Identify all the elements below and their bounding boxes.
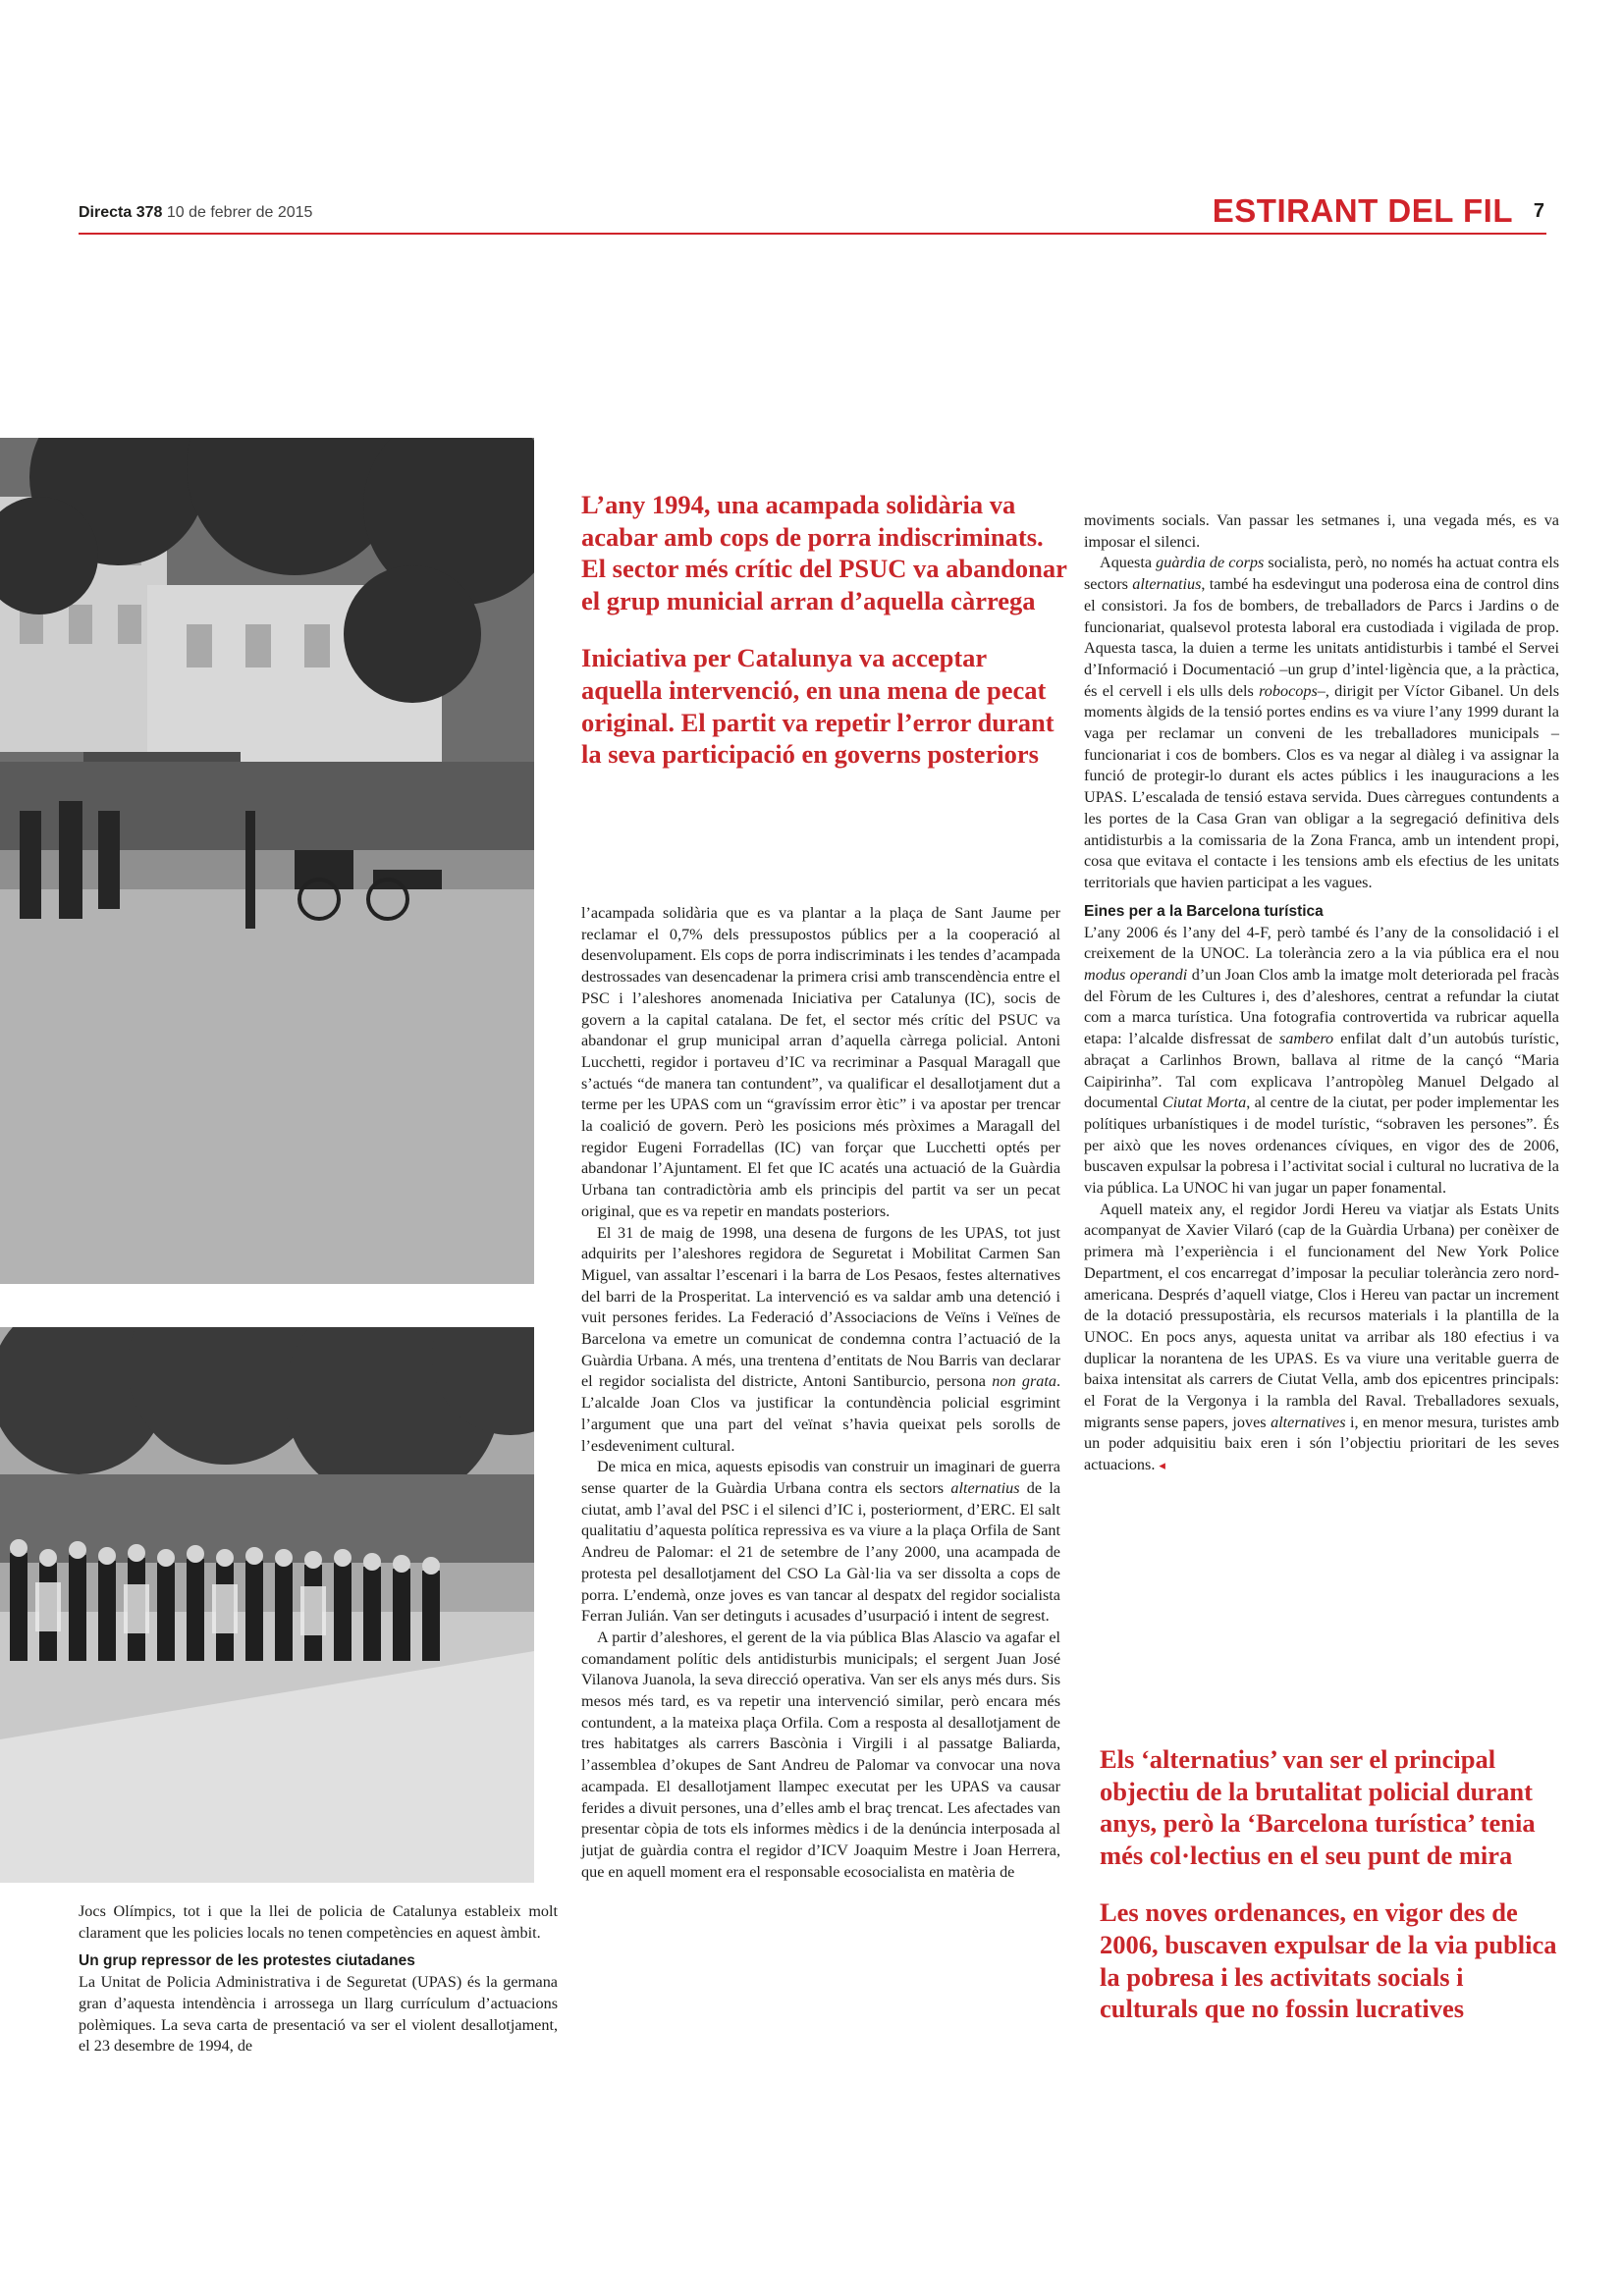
- italic-term: modus operandi: [1084, 965, 1188, 984]
- italic-term: alternatius: [1132, 575, 1202, 594]
- body-paragraph: moviments socials. Van passar les setmanes i, una vegada més, es va imposar el silenci.: [1084, 511, 1559, 551]
- body-paragraph: Aquell mateix any, el regidor Jordi Hereu va viatjar als Estats Units acompanyat de Xavier Vilaró (cap de la Guàrdia Urbana) per conèixer de primera mà l’experiència i el funcionament del New York Police Department, el cos encarregat d’imposar la peculiar tolerància zero nord-americana. Després d’aquell viatge, Clos i Hereu van pactar un increment de la dotació pressupostària, els recursos materials i la plantilla de la UNOC. En pocs anys, aquesta unitat va arribar als 180 efectius i va duplicar la norantena de les UPAS. Es va viure una veritable guerra de baixa intensitat als carrers de Ciutat Vella, amb dos epicentres principals: el Forat de la Vergonya i la rambla del Raval. Treballadores sexuals, migrants sense papers, joves alternatives i, en menor mesura, turistes amb un poder adquisitiu baix eren i són l’objectiu prioritari de les seves actuacions. ◂: [1084, 1200, 1559, 1474]
- middle-column: [581, 903, 1060, 1883]
- body-paragraph: El 31 de maig de 1998, una desena de furgons de les UPAS, tot just adquirits per l’aleshores regidora de Seguretat i Mobilitat Carmen San Miguel, van assaltar l’escenari i la barra de Los Pesaos, festes alternatives del barri de la Prosperitat. La intervenció es va saldar amb una detenció i vuit persones ferides. La Federació d’Associacions de Veïns i Veïnes de Barcelona va emetre un comunicat de condemna contra l’actuació de la Guàrdia Urbana. A més, una trentena d’entitats de Nou Barris van declarar el regidor socialista del districte, Antoni Santiburcio, persona non grata. L’alcalde Joan Clos va justificar la contundència policial esgrimint l’argument que una part del veïnat s’havia queixat pels sorolls de l’esdeveniment cultural.: [581, 1223, 1060, 1455]
- italic-term: non grata: [992, 1372, 1056, 1391]
- section-title: ESTIRANT DEL FIL: [1212, 192, 1513, 229]
- body-paragraph: Jocs Olímpics, tot i que la llei de policia de Catalunya estableix molt clarament que les policies locals no tenen competències en aquest àmbit.: [79, 1902, 558, 1942]
- end-mark-icon: ◂: [1159, 1458, 1165, 1473]
- pullquote-text: Iniciativa per Catalunya va acceptar aquella intervenció, en una mena de pecat original. El partit va repetir l’error durant la seva participació en governs posteriors: [581, 643, 1055, 770]
- subheading: Eines per a la Barcelona turística: [1084, 902, 1324, 920]
- left-column: [79, 1901, 558, 2057]
- issue-date: 10 de febrer de 2015: [166, 204, 313, 221]
- right-column: [1084, 510, 1559, 1476]
- body-paragraph: L’any 2006 és l’any del 4-F, però també és l’any de la consolidació i el creixement de la UNOC. La tolerància zero a la via pública era el nou modus operandi d’un Joan Clos amb la imatge molt deteriorada pel fracàs del Fòrum de les Cultures i, des d’aleshores, centrat a refundar la ciutat com a marca turística. Una fotografia controvertida va rubricar aquella etapa: l’alcalde disfressat de sambero enfilat dalt d’un autobús turístic, abraçat a Carlinhos Brown, ballava al ritme de la cançó “Maria Caipirinha”. Tal com explicava l’antropòleg Manuel Delgado al documental Ciutat Morta, al centre de la ciutat, per poder implementar les polítiques urbanístiques i de model turístic, “sobraven les persones”. És per això que les noves ordenances cíviques, en vigor des de 2006, buscaven expulsar la pobresa i l’activitat social i cultural no lucrativa de la via pública. La UNOC hi van jugar un paper fonamental.: [1084, 923, 1560, 1198]
- italic-term: robocops: [1259, 681, 1318, 700]
- subheading: Un grup repressor de les protestes ciutadanes: [79, 1952, 415, 1970]
- pullquote-bottom: [1100, 1743, 1561, 2025]
- pullquote-top: [581, 489, 1072, 771]
- photo-street-scene: [0, 438, 534, 1284]
- italic-term: sambero: [1278, 1030, 1334, 1048]
- publication-name: Directa 378: [79, 204, 163, 221]
- italic-term: alternatius: [950, 1478, 1020, 1497]
- header-rule: [79, 233, 1546, 235]
- pullquote-text: Les noves ordenances, en vigor des de 2006, buscaven expulsar de la via publica la pobresa i les activitats socials i culturals que no fossin lucratives: [1100, 1897, 1557, 2024]
- running-header: [79, 204, 312, 222]
- italic-term: alternatives: [1271, 1413, 1346, 1431]
- body-paragraph: De mica en mica, aquests episodis van construir un imaginari de guerra sense quarter de la Guàrdia Urbana contra els sectors alternatius de la ciutat, amb l’aval del PSC i el silenci d’IC i, posteriorment, d’ERC. El salt qualitatiu d’aquesta política repressiva es va viure a la plaça Orfila de Sant Andreu de Palomar: el 21 de setembre de l’any 2000, una acampada de protesta pel desallotjament del CSO La Gàl·lia va ser dissolta a cops de porra. L’endemà, onze joves es van tancar al despatx del regidor socialista Ferran Julián. Van ser detinguts i acusades d’usurpació i intent de segrest.: [581, 1458, 1061, 1626]
- body-paragraph: A partir d’aleshores, el gerent de la via pública Blas Alascio va agafar el comandament polític dels antidisturbis municipals; el sergent Juan José Vilanova Juanola, la seva direcció operativa. Van ser els anys més durs. Sis mesos més tard, es va repetir una intervenció similar, però encara més contundent, a la mateixa plaça Orfila. Com a resposta al desallotjament de tres habitatges als carrers Bascònia i Virgili i al passatge Baliarda, l’assemblea d’okupes de Sant Andreu de Palomar va convocar una nova acampada. El desallotjament llampec executat per les UPAS va causar ferides a divuit persones, una d’elles amb el braç trencat. Les afectades van presentar còpia de tots els informes mèdics i de la denúncia interposada al jutjat de guàrdia contra el regidor d’ICV Joaquim Mestre i Joan Herrera, que en aquell moment era el responsable ecosocialista en matèria de: [581, 1628, 1060, 1881]
- italic-term: Ciutat Morta: [1162, 1094, 1247, 1112]
- pullquote-text: L’any 1994, una acampada solidària va acabar amb cops de porra indiscriminats. El sector més crític del PSUC va abandonar el grup municial arran d’aquella càrrega: [581, 490, 1067, 615]
- italic-term: guàrdia de corps: [1156, 554, 1265, 572]
- photo-riot-police: [0, 1327, 534, 1883]
- body-paragraph: l’acampada solidària que es va plantar a la plaça de Sant Jaume per reclamar el 0,7% dels pressupostos públics per a la cooperació al desenvolupament. Els cops de porra indiscriminats i les tendes d’acampada destrossades van desencadenar la primera crisi amb transcendència entre el PSC i l’aleshores anomenada Iniciativa per Catalunya (IC), socis de govern a la capital catalana. De fet, el sector més crític del PSUC va abandonar el grup municipal arran d’aquella càrrega policial. Antoni Lucchetti, regidor i portaveu d’IC va recriminar a Pasqual Maragall que s’actués “de manera tan contundent”, va qualificar el desallotjament dut a terme per les UPAS com un “gravíssim error ètic” i va apostar per trencar la coalició de govern. Però les posicions més pròximes a Maragall del regidor Eugeni Forradellas (IC) van forçar que Lucchetti optés per abandonar l’Ajuntament. El fet que IC acatés una actuació de la Guàrdia Urbana tan contradictòria amb els principis del partit va ser un pecat original, que es va repetir en mandats posteriors.: [581, 904, 1060, 1220]
- body-paragraph: La Unitat de Policia Administrativa i de Seguretat (UPAS) és la germana gran d’aquesta intendència i arrossega un llarg currículum d’actuacions polèmiques. La seva carta de presentació va ser el violent desallotjament, el 23 desembre de 1994, de: [79, 1973, 558, 2056]
- pullquote-text: Els ‘alternatius’ van ser el principal objectiu de la brutalitat policial durant anys, però la ‘Barcelona turística’ tenia més col·lectius en el seu punt de mira: [1100, 1744, 1536, 1870]
- page-number: 7: [1533, 200, 1544, 222]
- body-paragraph: Aquesta guàrdia de corps socialista, però, no només ha actuat contra els sectors alternatius, també ha esdevingut una poderosa eina de control dins el consistori. Ja fos de bombers, de treballadors de Parcs i Jardins o de funcionariat, qualsevol protesta laboral era custodiada i vigilada de prop. Aquesta tasca, la duien a terme les unitats antidisturbis i també el Servei d’Informació i Documentació –un grup d’intel·ligència que, a la pràctica, és el cervell i els ulls dels robocops–, dirigit per Víctor Gibanel. Un dels moments àlgids de la tensió portes endins es va viure l’any 1999 durant la vaga per reclamar un conveni de les treballadores municipals –funcionariat i cos de bombers. Clos es va negar al diàleg i va assignar la funció de protegir-lo durant els actes públics i les inauguracions a les UPAS. L’escalada de tensió estava servida. Dues càrregues contundents a les portes de la Casa Gran van obligar a la segregació definitiva dels antidisturbis a la comissaria de la Zona Franca, amb un intendent propi, cosa que evitava el contacte i les tensions amb els efectius de les unitats territorials que havien participat a les vagues.: [1084, 554, 1559, 891]
